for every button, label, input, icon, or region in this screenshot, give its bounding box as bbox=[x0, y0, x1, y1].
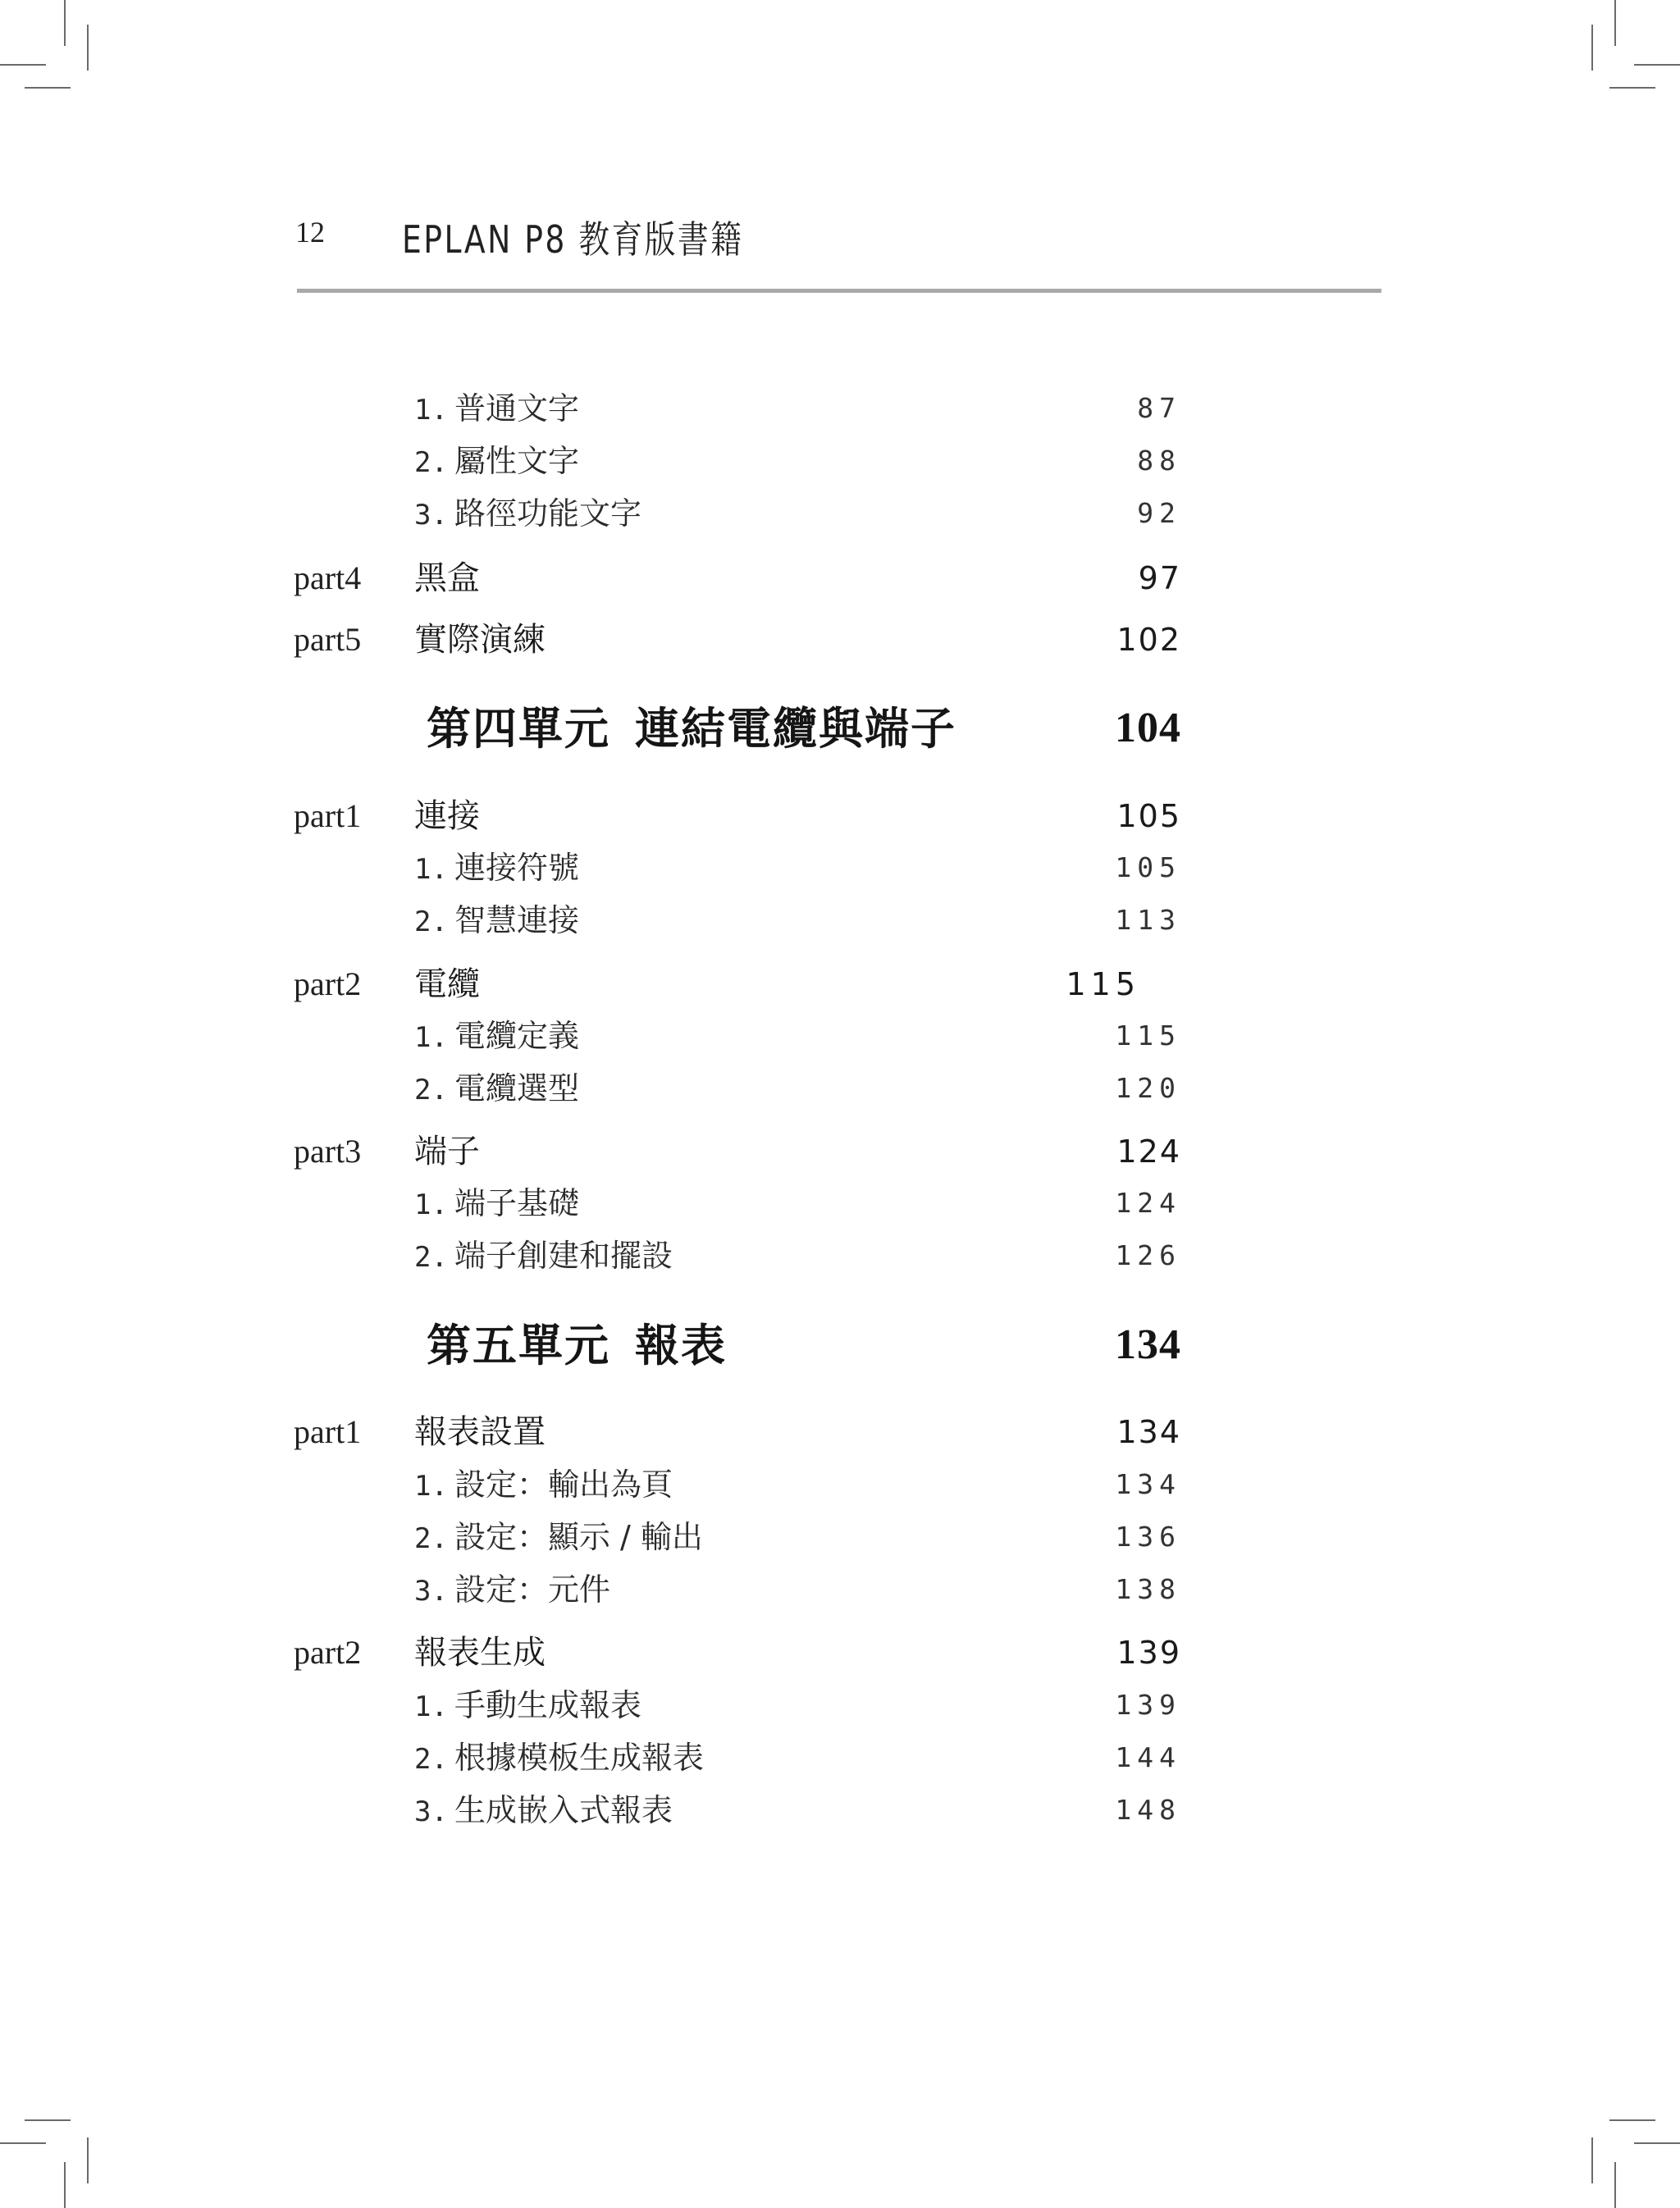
toc-part-label: part2 bbox=[294, 1634, 362, 1671]
toc-sub-entry bbox=[0, 1733, 1680, 1782]
toc-entry-title: 2. 根據模板生成報表 bbox=[414, 1740, 704, 1776]
toc-unit-title: 第四單元 連結電纜與端子 bbox=[427, 702, 956, 755]
toc-sub-entry bbox=[0, 489, 1680, 538]
toc-part-label: part1 bbox=[294, 1413, 362, 1450]
toc-page-number: 92 bbox=[1137, 497, 1181, 529]
toc-entry-title: 1. 手動生成報表 bbox=[414, 1687, 641, 1723]
toc-page-number: 120 bbox=[1115, 1072, 1181, 1104]
toc-entry-title: 2. 電纜選型 bbox=[414, 1070, 579, 1106]
toc-entry-title: 實際演練 bbox=[414, 621, 546, 659]
toc-entry-title: 3. 生成嵌入式報表 bbox=[414, 1792, 673, 1828]
toc-sub-entry bbox=[0, 1681, 1680, 1730]
toc-sub-entry bbox=[0, 1011, 1680, 1061]
toc-entry-title: 1. 端子基礎 bbox=[414, 1185, 579, 1221]
toc-entry-number: 3. bbox=[414, 499, 448, 531]
toc-page-number: 105 bbox=[1115, 851, 1181, 883]
toc-sub-entry bbox=[0, 1179, 1680, 1228]
toc-entry-title: 2. 屬性文字 bbox=[414, 443, 579, 479]
page-number: 12 bbox=[295, 216, 325, 249]
toc-entry-number: 1. bbox=[414, 1470, 448, 1503]
toc-entry-title: 1. 普通文字 bbox=[414, 390, 579, 427]
toc-part-entry bbox=[0, 1407, 1680, 1457]
toc-page-number: 115 bbox=[1066, 966, 1140, 1002]
toc-sub-entry bbox=[0, 1786, 1680, 1835]
toc-sub-entry bbox=[0, 436, 1680, 486]
toc-page-number: 124 bbox=[1116, 1134, 1181, 1170]
toc-part-entry bbox=[0, 615, 1680, 664]
toc-entry-title: 2. 端子創建和擺設 bbox=[414, 1238, 673, 1274]
toc-part-label: part5 bbox=[294, 621, 362, 658]
toc-entry-title: 連接 bbox=[414, 797, 480, 835]
toc-entry-title: 黑盒 bbox=[414, 559, 480, 597]
toc-entry-title: 1. 電纜定義 bbox=[414, 1018, 579, 1054]
toc-entry-title: 1. 設定：輸出為頁 bbox=[414, 1467, 673, 1503]
toc-entry-number: 2. bbox=[414, 1074, 448, 1106]
toc-page-number: 88 bbox=[1137, 445, 1181, 477]
toc-page-number: 126 bbox=[1115, 1239, 1181, 1271]
toc-part-entry bbox=[0, 960, 1680, 1009]
toc-part-label: part2 bbox=[294, 965, 362, 1002]
toc-entry-number: 1. bbox=[414, 1188, 448, 1221]
toc-page-number: 134 bbox=[1116, 1414, 1181, 1450]
toc-part-entry bbox=[0, 1628, 1680, 1677]
toc-entry-number: 2. bbox=[414, 906, 448, 938]
toc-entry-title: 端子 bbox=[414, 1133, 480, 1170]
toc-part-label: part3 bbox=[294, 1133, 362, 1170]
toc-entry-number: 2. bbox=[414, 1522, 448, 1555]
toc-sub-entry bbox=[0, 1512, 1680, 1562]
toc-entry-title: 2. 設定：顯示 / 輸出 bbox=[414, 1519, 703, 1555]
toc-unit-heading bbox=[0, 704, 1680, 753]
toc-unit-title: 第五單元 報表 bbox=[427, 1319, 727, 1371]
toc-sub-entry bbox=[0, 1565, 1680, 1614]
toc-page-number: 102 bbox=[1116, 622, 1181, 658]
toc-part-entry bbox=[0, 792, 1680, 841]
toc-entry-title: 電纜 bbox=[414, 965, 480, 1003]
toc-page-number: 138 bbox=[1115, 1573, 1181, 1605]
toc-sub-entry bbox=[0, 1064, 1680, 1113]
toc-entry-number: 1. bbox=[414, 1021, 448, 1054]
toc-page-number: 97 bbox=[1138, 560, 1181, 596]
toc-part-label: part1 bbox=[294, 797, 362, 834]
toc-entry-number: 2. bbox=[414, 1241, 448, 1274]
toc-entry-title: 3. 設定：元件 bbox=[414, 1572, 610, 1608]
toc-page-number: 113 bbox=[1115, 904, 1181, 936]
toc-page-number: 144 bbox=[1115, 1741, 1181, 1773]
toc-entry-title: 1. 連接符號 bbox=[414, 850, 579, 886]
toc-page-number: 104 bbox=[1115, 705, 1181, 751]
toc-entry-title: 3. 路徑功能文字 bbox=[414, 495, 641, 531]
toc-sub-entry bbox=[0, 896, 1680, 945]
toc-page-number: 134 bbox=[1115, 1468, 1181, 1500]
toc-page-number: 136 bbox=[1115, 1521, 1181, 1553]
toc-entry-number: 2. bbox=[414, 1743, 448, 1776]
toc-entry-number: 1. bbox=[414, 394, 448, 427]
toc-entry-number: 3. bbox=[414, 1575, 448, 1608]
toc-part-label: part4 bbox=[294, 559, 362, 596]
toc-entry-number: 1. bbox=[414, 853, 448, 886]
toc-part-entry bbox=[0, 554, 1680, 603]
toc-entry-title: 報表設置 bbox=[414, 1413, 546, 1451]
toc-part-entry bbox=[0, 1127, 1680, 1176]
book-title: EPLAN P8 教育版書籍 bbox=[402, 217, 744, 262]
toc-unit-heading bbox=[0, 1321, 1680, 1370]
toc-entry-title: 報表生成 bbox=[414, 1634, 546, 1672]
toc-page-number: 105 bbox=[1116, 798, 1181, 834]
toc-page-number: 87 bbox=[1137, 392, 1181, 424]
toc-sub-entry bbox=[0, 1460, 1680, 1509]
toc-page-number: 115 bbox=[1115, 1020, 1181, 1052]
toc-page-number: 139 bbox=[1116, 1635, 1181, 1671]
toc-entry-title: 2. 智慧連接 bbox=[414, 902, 579, 938]
toc-sub-entry bbox=[0, 1231, 1680, 1280]
toc-page-number: 124 bbox=[1115, 1187, 1181, 1219]
toc-page-number: 148 bbox=[1115, 1794, 1181, 1826]
toc-entry-number: 2. bbox=[414, 446, 448, 479]
toc-sub-entry bbox=[0, 384, 1680, 433]
toc-entry-number: 3. bbox=[414, 1795, 448, 1828]
toc-page-number: 134 bbox=[1115, 1321, 1181, 1368]
toc-sub-entry bbox=[0, 843, 1680, 892]
toc-page-number: 139 bbox=[1115, 1689, 1181, 1721]
toc-entry-number: 1. bbox=[414, 1690, 448, 1723]
